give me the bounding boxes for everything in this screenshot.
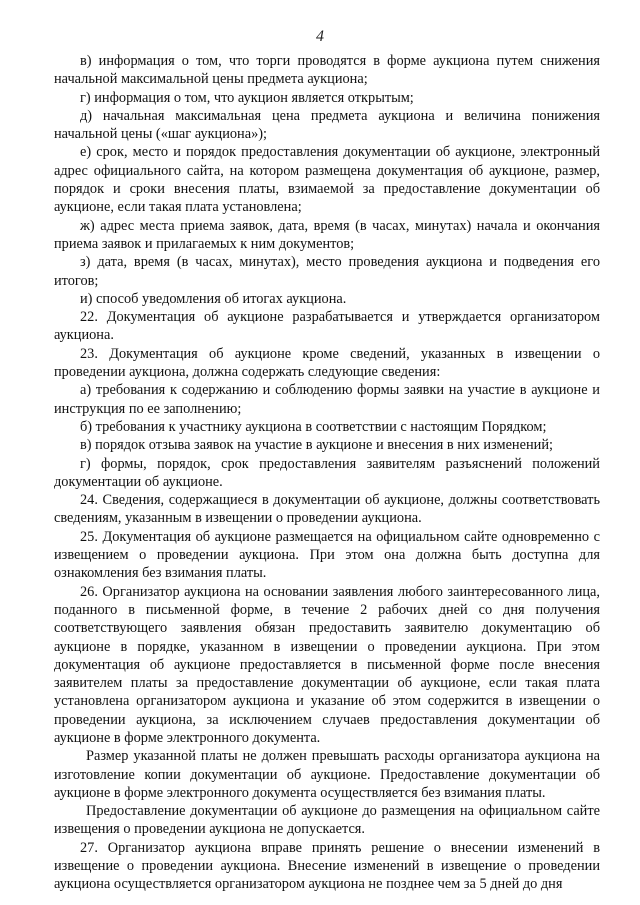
paragraph-item-g: г) информация о том, что аукцион является открытым; [80,89,414,106]
paragraph-item-i: и) способ уведомления об итогах аукциона. [80,290,347,307]
paragraph-clause-23: 23. Документация об аукционе кроме сведений, указанных в извещении о проведении аукциона, должна содержать следующие сведения: [54,345,600,381]
paragraph-fee-limit: Размер указанной платы не должен превышать расходы организатора аукциона на изготовление копии документации об аукционе. Предоставление документации об аукционе в форме электронного документа осуществляется без взимания платы. [54,748,600,801]
paragraph-item-z: з) дата, время (в часах, минутах), место проведения аукциона и подведения его итогов; [54,254,600,289]
paragraph-item-zh: ж) адрес места приема заявок, дата, время (в часах, минутах) начала и окончания приема заявок и прилагаемых к ним документов; [54,217,600,252]
paragraph-prior-provision: Предоставление документации об аукционе до размещения на официальном сайте извещения о проведении аукциона не допускается. [54,803,600,838]
page-number: 4 [316,28,324,45]
paragraph-item-e: е) срок, место и порядок предоставления документации об аукционе, электронный адрес официального сайта, на котором размещена документация об аукционе, размер, порядок и сроки внесения платы, взимаемой за предоставление документации об аукционе, если такая плата установлена; [54,144,600,216]
paragraph-item-v: в) информация о том, что торги проводятся в форме аукциона путем снижения начальной максимальной цены предмета аукциона; [54,53,600,88]
paragraph-item-d: д) начальная максимальная цена предмета аукциона и величина понижения начальной цены («шаг аукциона»); [54,107,600,143]
paragraph-clause-26: 26. Организатор аукциона на основании заявления любого заинтересованного лица, поданного в письменной форме, в течение 2 рабочих дней со дня получения соответствующего заявления обязан предоставить заявителю документацию об аукционе в порядке, указанном в извещении о проведении аукциона. При этом документация об аукционе предоставляется в письменной форме после внесения заявителем платы за предоставление документации об аукционе, если такая плата установлена организатором аукциона и указание об этом содержится в извещении о проведении аукциона, за исключением случаев предоставления документации об аукционе в форме электронного документа. [54,583,600,746]
paragraph-item-b: б) требования к участнику аукциона в соответствии с настоящим Порядком; [80,418,547,435]
paragraph-item-g-2: г) формы, порядок, срок предоставления заявителям разъяснений положений документации об аукционе. [54,455,600,490]
paragraph-clause-24: 24. Сведения, содержащиеся в документации об аукционе, должны соответствовать сведениям, указанным в извещении о проведении аукциона. [54,492,600,527]
paragraph-item-a: а) требования к содержанию и соблюдению формы заявки на участие в аукционе и инструкция по ее заполнению; [54,382,600,417]
paragraph-clause-25: 25. Документация об аукционе размещается на официальном сайте одновременно с извещением о проведении аукциона. При этом она должна быть доступна для ознакомления без взимания платы. [54,528,600,582]
paragraph-item-v-2: в) порядок отзыва заявок на участие в аукционе и внесения в них изменений; [80,437,553,454]
document-body [54,52,600,894]
paragraph-clause-22: 22. Документация об аукционе разрабатывается и утверждается организатором аукциона. [54,309,600,344]
paragraph-clause-27: 27. Организатор аукциона вправе принять решение о внесении изменений в извещение о проведении аукциона. Внесение изменений в извещение о проведении аукциона осуществляется организатором аукциона не позднее чем за 5 дней до дня [54,839,600,893]
